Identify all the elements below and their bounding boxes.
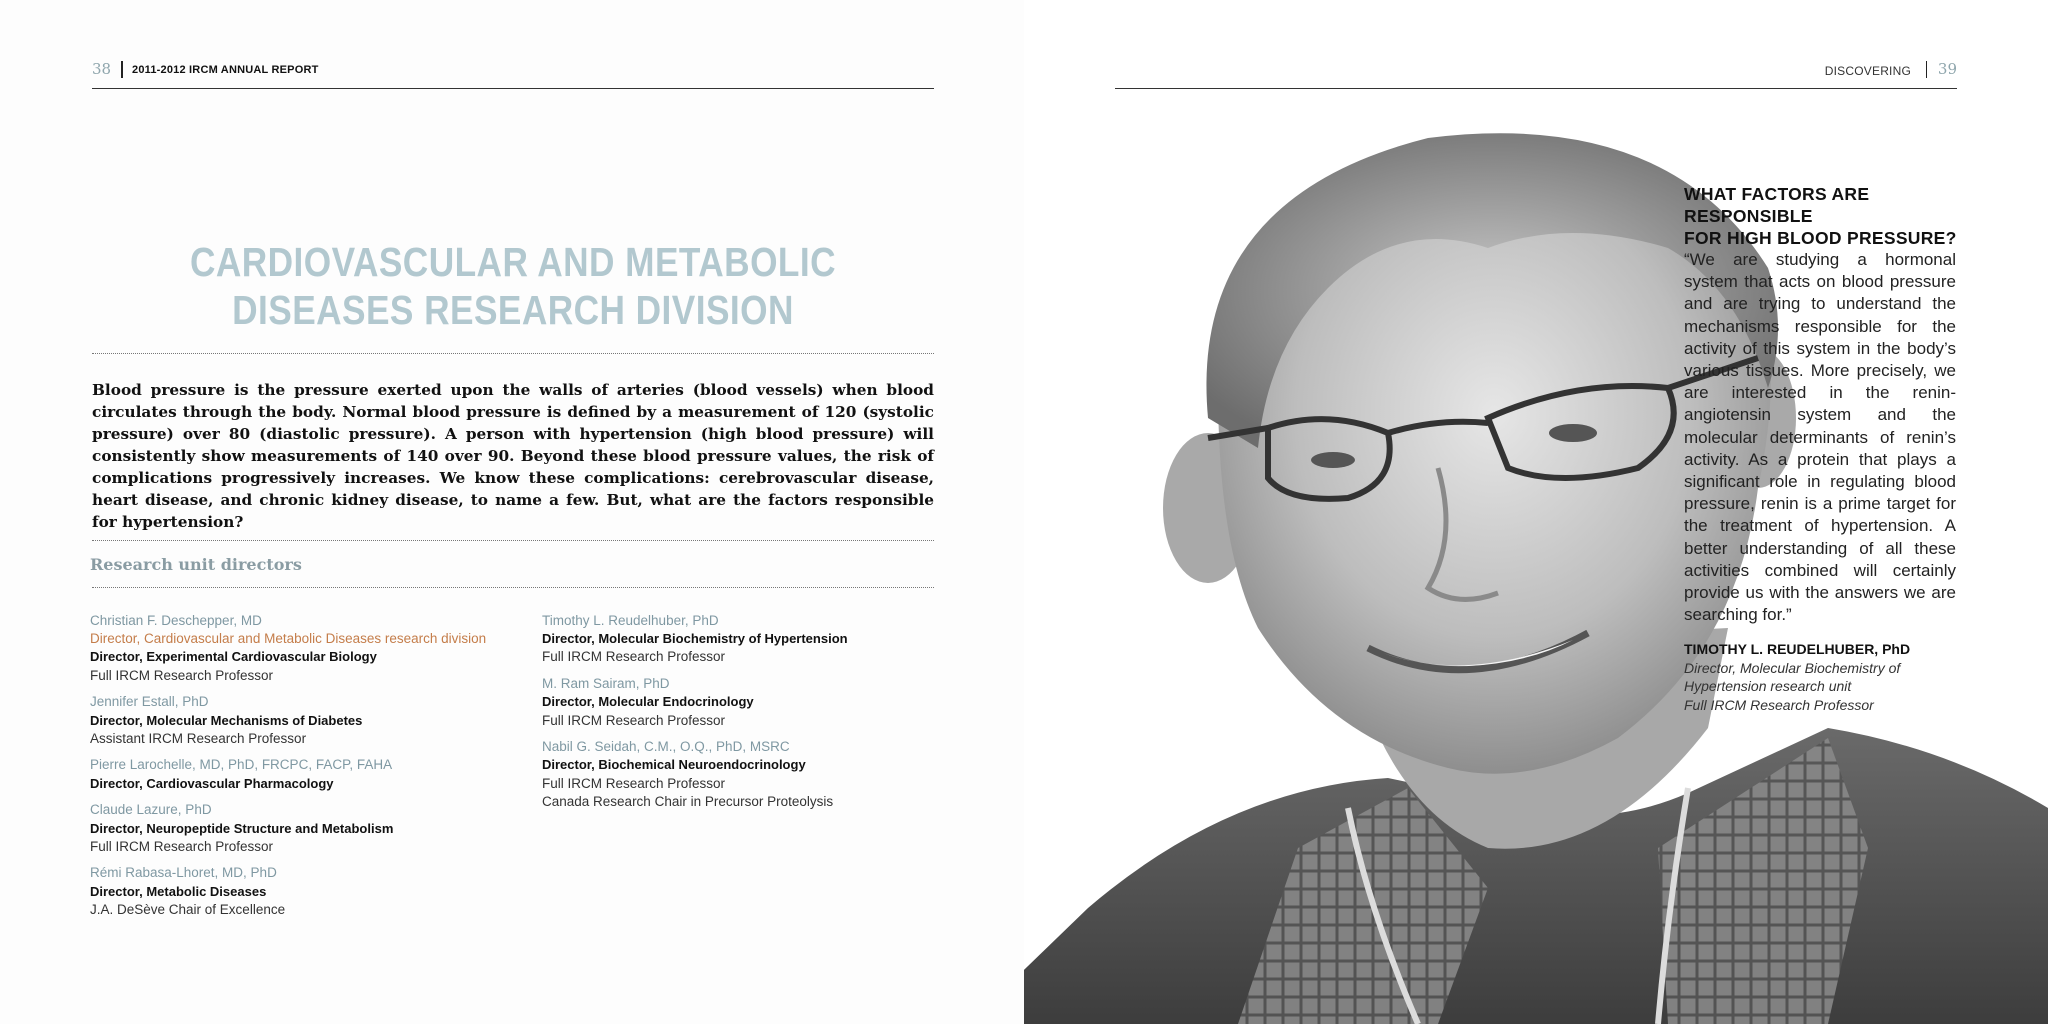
quote-paragraph: “We are studying a hormonal system that acts on blood pressure and are trying to understand the mechanisms responsible for the activity of this system in the body’s various tissues. More precisely, we are interested in the renin-angiotensin system and the molecular determinants of renin’s activity. As a protein that plays a significant role in regulating blood pressure, renin is a prime target for the treatment of hypertension. A better understanding of all these activities combined will certainly provide us with the answers we are searching for.” xyxy=(1684,250,1956,625)
director-detail: Full IRCM Research Professor xyxy=(542,712,726,728)
signature-name: TIMOTHY L. REUDELHUBER, PhD xyxy=(1684,641,1911,657)
director-highlight-role: Director, Cardiovascular and Metabolic Diseases research division xyxy=(90,631,487,647)
director-title: Director, Neuropeptide Structure and Metabolism xyxy=(90,820,394,836)
left-page-number: 38 xyxy=(92,60,112,78)
director-name: Jennifer Estall, PhD xyxy=(90,694,209,710)
director-title: Director, Metabolic Diseases xyxy=(90,883,267,899)
directors-column-1 xyxy=(90,612,490,928)
report-title: 2011-2012 IRCM ANNUAL REPORT xyxy=(132,64,319,76)
director-detail: Full IRCM Research Professor xyxy=(90,667,274,683)
director-entry xyxy=(542,675,962,730)
signature-title-3: Full IRCM Research Professor xyxy=(1684,696,1874,713)
directors-heading: Research unit directors xyxy=(90,555,302,574)
director-title: Director, Cardiovascular Pharmacology xyxy=(90,775,334,791)
director-detail: Full IRCM Research Professor xyxy=(90,838,274,854)
director-name: Nabil G. Seidah, C.M., O.Q., PhD, MSRC xyxy=(542,739,790,755)
header-divider xyxy=(121,61,123,78)
director-name: Pierre Larochelle, MD, PhD, FRCPC, FACP, FAHA xyxy=(90,757,393,773)
question-heading xyxy=(1684,183,1974,249)
signature-title-1: Director, Molecular Biochemistry of xyxy=(1684,659,1901,676)
director-title: Director, Molecular Mechanisms of Diabetes xyxy=(90,712,363,728)
director-detail: Full IRCM Research Professor xyxy=(542,775,726,791)
director-title: Director, Biochemical Neuroendocrinology xyxy=(542,757,806,773)
director-name: M. Ram Sairam, PhD xyxy=(542,676,670,692)
director-title: Director, Molecular Biochemistry of Hypertension xyxy=(542,631,848,647)
director-entry xyxy=(542,612,962,667)
dotted-rule xyxy=(92,587,934,588)
left-page-header xyxy=(92,60,934,89)
director-entry xyxy=(90,612,490,685)
section-label: DISCOVERING xyxy=(1824,64,1911,78)
director-title: Director, Molecular Endocrinology xyxy=(542,694,754,710)
director-entry xyxy=(90,864,490,919)
header-divider xyxy=(1926,61,1928,78)
director-title: Director, Experimental Cardiovascular Biology xyxy=(90,649,377,665)
division-title-line-2: DISEASES RESEARCH DIVISION xyxy=(232,287,794,333)
director-entry xyxy=(90,801,490,856)
division-title-line-1: CARDIOVASCULAR AND METABOLIC xyxy=(189,239,837,285)
director-name: Rémi Rabasa-Lhoret, MD, PhD xyxy=(90,865,277,881)
director-name: Christian F. Deschepper, MD xyxy=(90,613,262,628)
director-detail: J.A. DeSève Chair of Excellence xyxy=(90,901,286,917)
directors-column-2 xyxy=(542,612,962,820)
director-entry xyxy=(90,693,490,748)
right-page-number: 39 xyxy=(1937,60,1957,78)
director-entry xyxy=(542,738,962,811)
director-entry xyxy=(90,756,490,792)
director-name: Claude Lazure, PhD xyxy=(90,802,212,818)
question-line-2: FOR HIGH BLOOD PRESSURE? xyxy=(1684,228,1957,248)
director-detail: Canada Research Chair in Precursor Proteolysis xyxy=(542,793,834,809)
intro-paragraph: Blood pressure is the pressure exerted upon the walls of arteries (blood vessels) when blood circulates through the body. Normal blood pressure is defined by a measurement of 120 (systolic pressure) over 80 (diastolic pressure). A person with hypertension (high blood pressure) will consistently show measurements of 140 over 90. Beyond these blood pressure values, the risk of complications progressively increases. We know these complications: cerebrovascular disease, heart disease, and chronic kidney disease, to name a few. But, what are the factors responsible for hypertension? xyxy=(92,381,934,531)
signature-block xyxy=(1684,640,1974,714)
question-line-1: WHAT FACTORS ARE RESPONSIBLE xyxy=(1684,184,1870,226)
director-detail: Assistant IRCM Research Professor xyxy=(90,730,307,746)
signature-title-2: Hypertension research unit xyxy=(1684,678,1852,694)
dotted-rule xyxy=(92,353,934,354)
director-detail: Full IRCM Research Professor xyxy=(542,649,726,665)
right-page-header xyxy=(1115,60,1957,89)
right-page xyxy=(1024,0,2048,1024)
director-name: Timothy L. Reudelhuber, PhD xyxy=(542,613,719,628)
dotted-rule xyxy=(92,540,934,541)
division-title xyxy=(151,238,875,334)
